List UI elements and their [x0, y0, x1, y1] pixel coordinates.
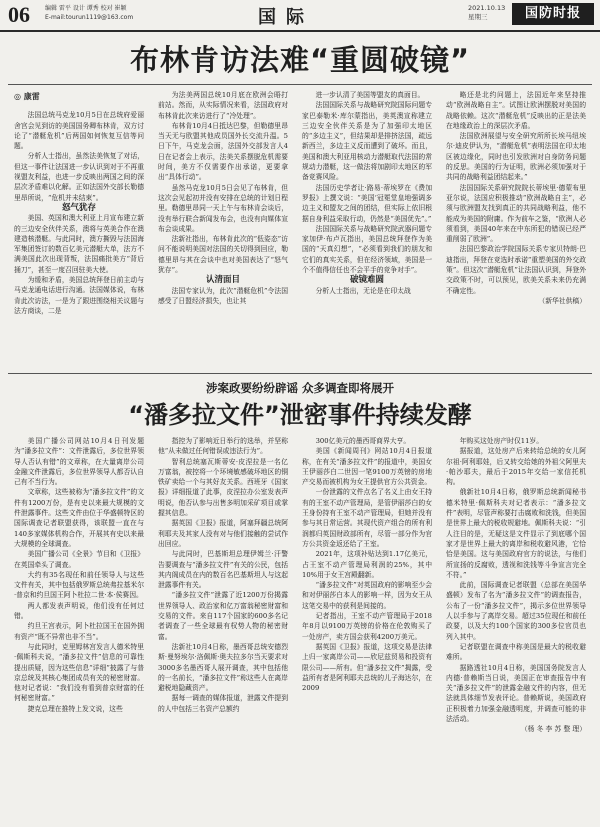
paragraph: 约旦王宫表示，阿卜杜拉国王在国外拥有资产“既不异常也非不当”。 — [14, 622, 144, 641]
editor-email: E-mail:tourun1119@163.com — [45, 14, 134, 21]
article2-signoff: （杨 冬 李 苏 整 理） — [520, 725, 586, 734]
paragraph: 法国国际关系研究院院长蒂埃里·德蒙布里亚尔说，法国应积极推动“欧洲战略自主”，必须与欧洲盟友找到真正的共同战略利益，他不能成为美国的附庸。作为前车之鉴，“欧洲人必须看到，美国40年来在中东所犯的错误已经严重削弱了欧洲”。 — [446, 183, 586, 244]
paragraph: 捷克总理在推特上发文说，这些 — [27, 704, 123, 713]
divider — [8, 84, 592, 85]
article2-column-4 — [446, 436, 586, 822]
paragraph: 略还是北约问题上，法国近年来坚持推动“欧洲战略自主”。试图让欧洲摆脱对美国的战略依赖。这次“潜艇危机”反映出的正是法美在地缘政治上的深层次矛盾。 — [446, 91, 586, 130]
article1-signoff: （新华社供稿） — [538, 296, 586, 305]
paragraph: 美国广播公司《全景》节目和《卫报》在英国牵头了调查。 — [14, 550, 144, 569]
paragraph: 文章称，这些被称为“潘多拉文件”的文件有1200万份，是有史以来最大规模的文件泄露事件。这些文件由位于华盛顿特区的国际调查记者联盟获得，该联盟一直在与140多家媒体机构合作，开展其有史以来最大规模的全球调查。 — [14, 488, 144, 548]
paragraph: 虽然马克龙10月5日会见了布林肯，但这次会见起初并没有安排在总统的计划日程里。勒德里昂同一天上午与布林肯会谈后，没有举行联合新闻发布会，也没有向媒体宣布会谈成果。 — [158, 183, 288, 233]
paragraph: 法国巴黎政治学院国际关系专家贝特朗·巴迪指出，拜登在竞选时承诺“重塑美国的外交政策”。但这次“潜艇危机”让法国认识到，拜登外交政策不时，可以预见，欧美关系未来仍充满不确定性。 — [446, 245, 586, 295]
article1-subhead-3: 破镜难圆 — [349, 275, 384, 286]
paragraph: 俄新社10月4日称，俄罗斯总统新闻秘书德米特里·佩斯科夫对记者表示：“潘多拉文件”表明，尽管声称要打击腐败和洗钱，但美国是世界上最大的税收规避地。佩斯科夫说：“引人注目的是，无疑这是文件显示了到底哪个国家才是世界上最大的离岸和税收避风港，它恰恰是美国。这与美国政府官方的说法，与他们所宣扬的反腐败，透视和洗钱等斗争宣言完全不符。” — [446, 488, 586, 579]
paragraph: 两人都发表声明说，他们没有任何过错。 — [14, 601, 144, 621]
paragraph: 年购买这处房产时仅11岁。 — [459, 437, 544, 445]
section-title: 国际 — [258, 7, 314, 28]
paragraph: 据英国《卫报》报道，阿塞拜疆总统阿利耶夫及其家人没有对与他们接触的尝试作出回应。 — [158, 519, 288, 548]
paragraph: 美国《新闻周刊》网站10月4日报道称，在有关“潘多拉文件”的报道中，美国女王伊丽莎白二世因一笔9100万英镑的房地产交易而被机构为女王提供官方公共资金。 — [302, 447, 432, 487]
paragraph: 与此同时，巴基斯坦总理伊姆兰·汗警告要调查与“潘多拉文件”有关的公民，包括其内阁成员在内的数百名巴基斯坦人与这起泄露事件有关。 — [158, 550, 288, 590]
page-header — [0, 0, 600, 32]
article1-column-3 — [302, 90, 432, 366]
paragraph: 进一步认清了美国等盟友的真面目。 — [315, 91, 425, 99]
paragraph: 为法美两国总统10月底在欧洲会晤打前站。然而，从实际情况来看，法国政府对布林肯此次来访进行了“冷处理”。 — [158, 91, 288, 120]
paragraph: 美国、英国和澳大利亚上月宣布建立新的三边安全伙伴关系，澳将与英美合作在澳建造核潜艇。与此同时，澳方撕毁与法国海军集团签订的数百亿美元潜艇大单，法方不满美国此次出现背叛，法国痛批美方“背后捅刀”，甚至一度召回驻美大使。 — [14, 214, 144, 274]
paragraph: 为缓和矛盾，美国总统拜登日前主动与马克龙通电话进行沟通。法国媒体说，布林肯此次访法，一是为了跟进围绕相关议题与法方商谈，二是 — [14, 276, 144, 315]
editor-names: 编辑 雷平 设计 谭秀 校对 崔颖 — [45, 5, 127, 12]
article1-byline: ◎ 康雷 — [14, 92, 40, 101]
issue-date-block — [468, 4, 505, 22]
paragraph: 大约有35名现任和前任领导人与这些文件有关，其中包括俄罗斯总统弗拉基米尔·普京和约旦国王阿卜杜拉二世·本·侯赛因。 — [14, 570, 144, 600]
article2-title: “潘多拉文件”泄密事件持续发酵 — [128, 401, 472, 429]
paragraph: 法国专家认为，此次“潜艇危机”令法国感受了日盟经济损失，也让其 — [158, 286, 288, 305]
paragraph: 分析人士指出，虽然法美恢复了对话，但这一事件让法国进一步认识到对于不再重视盟友利益，也进一步反映出两国之间的深层次矛盾难以化解。正如法国外交部长勒德里昂所说，“危机并未结束”。 — [14, 152, 144, 202]
article1-column-1 — [14, 90, 144, 366]
paragraph: 法国国际关系与战略研究院武器问题专家加伊·布卢瓦指出，美国总统拜登作为美国的“天真幻想”，“必须看到我们的朋友和它们的真实关系，但在经济领域，美国是一个不值得信任也不会平手的竞争对手”。 — [302, 224, 432, 275]
paragraph: 法国总统马克龙10月5日在总统府爱丽舍宫会见到访的美国国务卿布林肯，双方讨论了“潜艇危机”后两国如何恢复互信等问题。 — [14, 111, 144, 151]
paragraph: 此前，国际调查记者联盟（总部在美国华盛顿）发布了名为“潘多拉文件”的调查报告，公布了一份“潘多拉文件”，揭示多位世界领导人以手参与了离岸交易。超过35位现任和前任政要，以及大约100个国家的300多位官员也列入其中。 — [446, 581, 586, 641]
article1-column-2 — [158, 90, 288, 366]
paragraph: 与此同时，克里姆林宫发言人德米特里·佩斯科夫说，“潘多拉文件”信息的可靠性提出质疑，因为这些信息“详细”披露了与普京总统及其核心集团成员有关的秘密财富。他对记者说：“我们没有看到普京财富的任何秘密财富。” — [14, 642, 144, 703]
article2-column-3 — [302, 436, 432, 822]
newspaper-masthead: 国防时报 — [512, 3, 594, 25]
editor-credits — [45, 4, 133, 22]
article1-subhead-1: 怒气犹存 — [61, 202, 96, 213]
paragraph: 300亿美元的墨西哥商界大亨。 — [315, 437, 411, 445]
paragraph: 法国国际关系与战略研究院国际问题专家巴泰勒米·库尔蒙指出，美英澳宣称建立三边安全伙伴关系是为了加强印太地区的“多边主义”，但结果却是排挤法国，疏远新西兰，多边主义反而遭到了破坏。而且，美国和澳大利亚用核动力潜艇取代法国的常规动力潜艇，这一做法将加剧印太地区的军备竞赛风险。 — [302, 101, 432, 182]
page-number: 06 — [8, 2, 30, 27]
paragraph: 美国广播公司网站10月4日刊发题为“潘多拉文件”：文件泄露后，多位世界领导人否认有错”的文章称，在大量离岸公司金融文件泄露后，多位世界领导人都否认自己有不当行为。 — [14, 437, 144, 487]
paragraph: 布林肯10月4日抵达巴黎，但勒德里昂当天无与欧盟其他成员国外长交流升温。5日下午，马克龙会面，法国外交部发言人4日在记者会上表示，法美关系摆脱危机需要时间，美方不仅需要作出承诺，更要拿出“具体行动”。 — [158, 121, 288, 182]
paragraph: 法国历史学者让·路易·蒂埃罗在《费加罗报》上撰文说：“美国‘冠冕堂皇地强调多边主义和盟友之间的团结，但实际上依旧根据自身利益采取行动，仍然是“美国优先”。” — [302, 183, 432, 223]
paragraph: 记者指出，王室不动产管理局于2018年8月以9100万英镑的价格在伦敦购买了一处房产，卖方国会获利4200万美元。 — [302, 612, 432, 641]
paragraph: 智利总统塞瓦斯蒂安·皮涅拉是一名亿万富翁，被控将一个环境敏感破坏地区的铜铁矿卖给一个与其好友关系。西班牙《国家报》详细报道了此事，皮涅拉办公室发表声明说，他否认参与出售多明加采矿项目或掌握其信息。 — [158, 457, 288, 518]
paragraph: 据英国《卫报》报道，这项交易是法律上归一家离岸公司——欣尼兹贸易和投资有限公司——所有。但“潘多拉文件”揭露，受益所有者是阿利耶夫总统的儿子海达尔，在2009 — [302, 642, 432, 693]
paragraph: 据路透社10月4日称，美国国务院发言人内德·普赖斯当日说，美国正在审查报告中有关“潘多拉文件”的泄露金融文件的内容，但无法就具体细节发表评论。普赖斯说，美国政府正积极着力加强金融透明度，并调查可能的非法活动。 — [446, 663, 586, 724]
paragraph: 据报道，这处房产后来转给总统的女儿阿尔祖·阿利耶娃，后又转交给她的外祖父阿里夫·帕沙耶夫，最后于2015年交给一家信托机构。 — [446, 447, 586, 487]
article1-title: 布林肯访法难“重圆破镜” — [129, 43, 471, 77]
issue-date: 2021.10.13 — [468, 4, 506, 12]
paragraph: 一份泄露的文件点名了名义上由女王持有的王室不动产管理局，是管伊丽莎白的女王身份持有王室不动产管理局，但她并没有参与其日常运营。其现代资产组合的所有利润都归英国财政部所有，尽管一部分作为官方公共资金返还给了王室。 — [302, 488, 432, 548]
paragraph: 记者联盟在调查中称美国是最大的税收避难所。 — [446, 642, 586, 662]
article1-subhead-2: 认清面目 — [205, 275, 240, 286]
article2-kicker: 涉案政要纷纷辟谣 众多调查即将展开 — [205, 381, 394, 395]
paragraph: 分析人士指出，无论是在印太战 — [315, 286, 411, 295]
paragraph: “潘多拉文件”泄露了近1200万份揭露世界领导人、政治家和亿万富翁秘密财富和交易的文件。来自117个国家的600多名记者调查了一些全球最有权势人物的秘密财富。 — [158, 591, 288, 641]
article1-column-4 — [446, 90, 586, 366]
paragraph: 法新社指出，布林肯此次的“低姿态”访问不能说明美国对法国的关切得到回应，勒德里昂与其在会谈中也对美国表达了“怒气犹存”。 — [158, 235, 288, 275]
article2-column-2 — [158, 436, 288, 822]
article2-column-1 — [14, 436, 144, 822]
paragraph: 2021年，这项补贴达到1.17亿美元，占王室不动产管理局利润的25%，其中10%用于女王宫殿翻新。 — [302, 550, 432, 579]
paragraph: 据每一调查的媒体报道，泄露文件提到的人中包括三名资产总额约 — [158, 694, 288, 713]
divider — [8, 373, 592, 374]
paragraph: 指控为了影响近日举行的选举，并坚称他“从未做过任何错误或违法行为”。 — [158, 437, 288, 456]
paragraph: “潘多拉文件”对英国政府的影响至少会和对伊丽莎白本人的影响一样，因为女王从这笔交易中的获利是间接的。 — [302, 581, 432, 610]
paragraph: 法国欧洲展望与安全研究所所长埃马纽埃尔·迪皮伊认为，“潜艇危机”表明法国在印太地区被边缘化，同时也引发欧洲对自身防务问题的反思。美国的行为证明，欧洲必须加强对于共同的战略利益团结起来。” — [446, 132, 586, 182]
paragraph: 法新社10月4日称，墨西哥总统安德烈斯·曼努埃尔·洛佩斯·奥夫拉多尔当天要求对3000多名墨西哥人展开调查，其中包括他的一名前长，“潘多拉文件”称这些人在离岸避税地隐藏资产。 — [158, 642, 288, 693]
issue-weekday: 星期三 — [468, 13, 488, 21]
